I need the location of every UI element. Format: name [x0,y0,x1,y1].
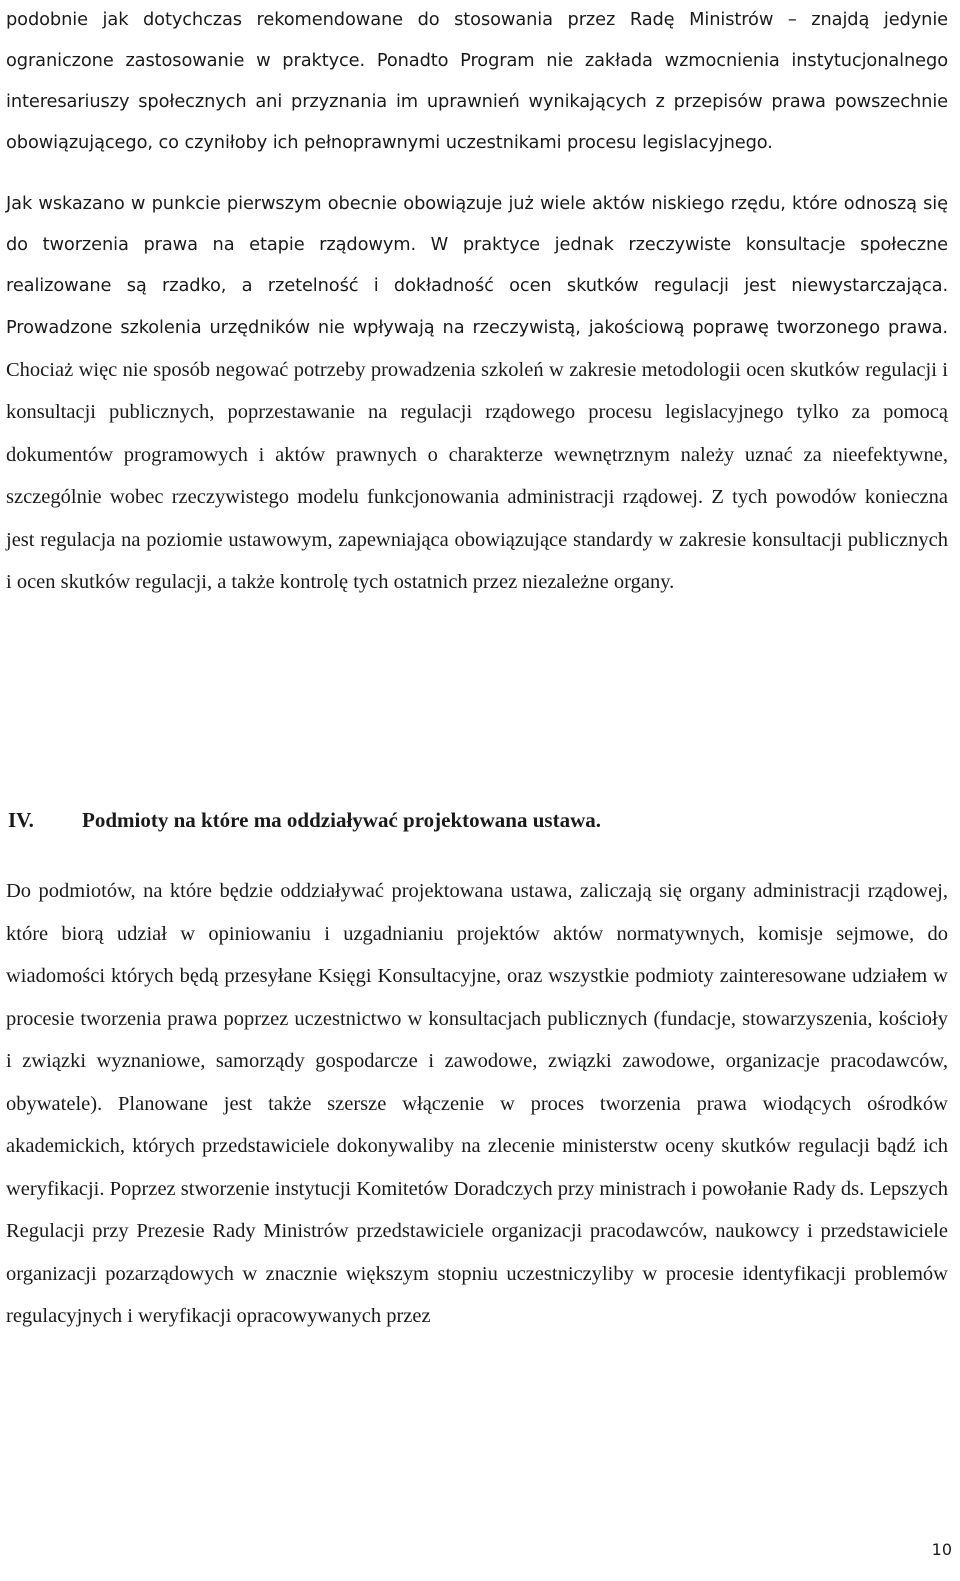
section-number: IV. [8,808,34,832]
page-number: 10 [931,1540,952,1559]
paragraph-1: podobnie jak dotychczas rekomendowane do stosowania przez Radę Ministrów – znajdą jedynie ograniczone zastosowanie w praktyce. Ponadto Program nie zakłada wzmocnienia instytucjonalnego interesariuszy społecznych ani przyznania im uprawnień wynikających z przepisów prawa powszechnie obowiązującego, co czyniłoby ich pełnoprawnymi uczestnikami procesu legislacyjnego. [6,9,948,153]
section-heading [6,806,948,834]
document-body [6,0,948,604]
section-title: Podmioty na które ma oddziaływać projektowana ustawa. [82,808,601,832]
paragraph-2-serif-part: Chociaż więc nie sposób negować potrzeby prowadzenia szkoleń w zakresie metodologii ocen skutków regulacji i konsultacji publicznych, poprzestawanie na regulacji rządowego procesu legislacyjnego tylko za pomocą dokumentów programowych i aktów prawnych o charakterze wewnętrznym należy uznać za nieefektywne, szczególnie wobec rzeczywistego modelu funkcjonowania administracji rządowej. Z tych powodów konieczna jest regulacja na poziomie ustawowym, zapewniająca obowiązujące standardy w zakresie konsultacji publicznych i ocen skutków regulacji, a także kontrolę tych ostatnich przez niezależne organy. [6,358,948,593]
paragraph-2 [6,183,948,604]
paragraph-3: Do podmiotów, na które będzie oddziaływać projektowana ustawa, zaliczają się organy administracji rządowej, które biorą udział w opiniowaniu i uzgadnianiu projektów aktów normatywnych, komisje sejmowe, do wiadomości których będą przesyłane Księgi Konsultacyjne, oraz wszystkie podmioty zainteresowane udziałem w procesie tworzenia prawa poprzez uczestnictwo w konsultacjach publicznych (fundacje, stowarzyszenia, kościoły i związki wyznaniowe, samorządy gospodarcze i zawodowe, związki zawodowe, organizacje pracodawców, obywatele). Planowane jest także szersze włączenie w proces tworzenia prawa wiodących ośrodków akademickich, których przedstawiciele dokonywaliby na zlecenie ministerstw oceny skutków regulacji bądź ich weryfikacji. Poprzez stworzenie instytucji Komitetów Doradczych przy ministrach i powołanie Rady ds. Lepszych Regulacji przy Prezesie Rady Ministrów przedstawiciele organizacji pracodawców, naukowcy i przedstawiciele organizacji pozarządowych w znacznie większym stopniu uczestniczyliby w procesie identyfikacji problemów regulacyjnych i weryfikacji opracowywanych przez [6,880,948,1327]
paragraph-2-sans-part: Jak wskazano w punkcie pierwszym obecnie obowiązuje już wiele aktów niskiego rzędu, które odnoszą się do tworzenia prawa na etapie rządowym. W praktyce jednak rzeczywiste konsultacje społeczne realizowane są rzadko, a rzetelność i dokładność ocen skutków regulacji jest niewystarczająca. Prowadzone szkolenia urzędników nie wpływają na rzeczywistą, jakościową poprawę tworzonego prawa. [6,193,948,338]
